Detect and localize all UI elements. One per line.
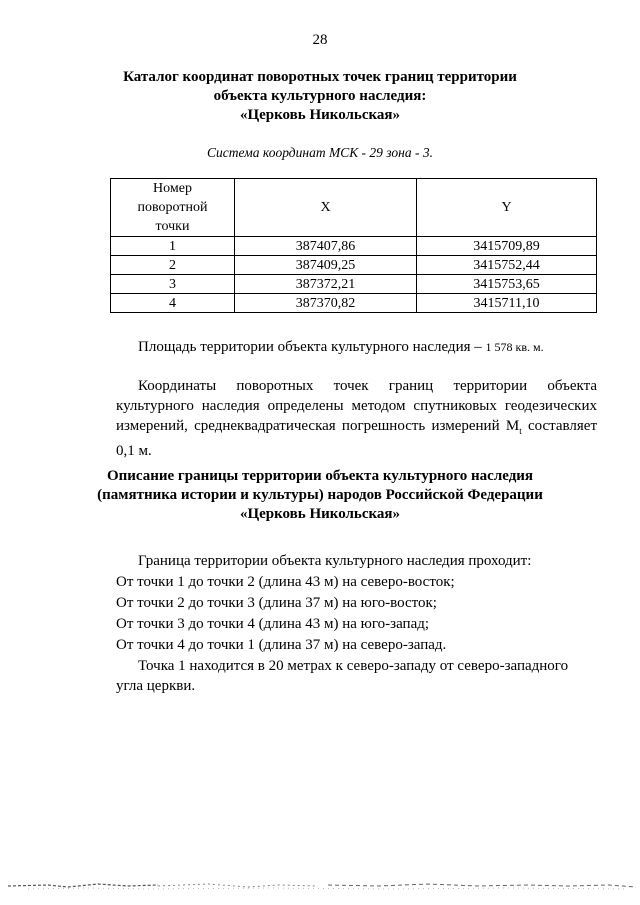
scan-artifact-strip (8, 878, 638, 892)
header-text: точки (155, 219, 190, 234)
area-statement (138, 339, 544, 356)
description-title-line: Описание границы территории объекта культурного наследия (106, 468, 534, 484)
header-x: X (235, 179, 417, 237)
paragraph-line: 0,1 м. (116, 443, 152, 459)
boundary-segment: От точки 3 до точки 4 (длина 43 м) на юго-запад; (116, 616, 430, 632)
table-row (111, 256, 597, 275)
cell-y: 3415753,65 (417, 275, 597, 294)
paragraph-line: Координаты поворотных точек границ территории объекта (138, 378, 597, 394)
boundary-segment: От точки 1 до точки 2 (длина 43 м) на северо-восток; (116, 574, 455, 590)
table-row (111, 237, 597, 256)
cell-x: 387370,82 (235, 294, 417, 313)
catalog-title-line: Каталог координат поворотных точек границ территории (123, 69, 517, 85)
page-number: 28 (312, 32, 328, 48)
area-value: 1 578 кв. м. (485, 340, 544, 354)
cell-point: 4 (111, 294, 235, 313)
description-title-line: «Церковь Никольская» (239, 506, 401, 522)
cell-y: 3415709,89 (417, 237, 597, 256)
cell-x: 387372,21 (235, 275, 417, 294)
paragraph-text: составляет (527, 418, 598, 434)
catalog-title-line: объекта культурного наследия: (213, 88, 427, 104)
symbol-subscript: t (519, 426, 522, 436)
paragraph-text: измерений, среднеквадратическая погрешность измерений (116, 418, 500, 434)
symbol-letter: M (505, 418, 520, 434)
area-text: Площадь территории объекта культурного наследия – (138, 339, 486, 355)
coordinates-table (110, 178, 597, 313)
header-text: поворотной (137, 200, 208, 215)
table-row (111, 275, 597, 294)
cell-point: 2 (111, 256, 235, 275)
cell-y: 3415711,10 (417, 294, 597, 313)
table-row (111, 294, 597, 313)
description-title (0, 467, 640, 524)
cell-x: 387407,86 (235, 237, 417, 256)
coordinate-system: Система координат МСК - 29 зона - 3. (207, 145, 433, 160)
boundary-segment: От точки 2 до точки 3 (длина 37 м) на юго-восток; (116, 595, 437, 611)
catalog-title (0, 68, 640, 125)
location-line: Точка 1 находится в 20 метрах к северо-западу от северо-западного (138, 658, 569, 674)
description-title-line: (памятника истории и культуры) народов Российской Федерации (97, 487, 543, 503)
cell-point: 1 (111, 237, 235, 256)
location-line: угла церкви. (116, 678, 196, 694)
cell-x: 387409,25 (235, 256, 417, 275)
header-text: Номер (153, 181, 192, 196)
header-point-number (111, 179, 235, 237)
cell-point: 3 (111, 275, 235, 294)
catalog-title-line: «Церковь Никольская» (239, 107, 401, 123)
paragraph-line (116, 416, 597, 441)
paragraph-line: культурного наследия определены методом спутниковых геодезических (116, 398, 597, 414)
accuracy-paragraph (116, 376, 597, 461)
table-header-row (111, 179, 597, 237)
header-y: Y (417, 179, 597, 237)
error-symbol (506, 418, 522, 434)
boundary-segment: От точки 4 до точки 1 (длина 37 м) на северо-запад. (116, 637, 447, 653)
boundary-intro: Граница территории объекта культурного наследия проходит: (138, 553, 532, 569)
cell-y: 3415752,44 (417, 256, 597, 275)
